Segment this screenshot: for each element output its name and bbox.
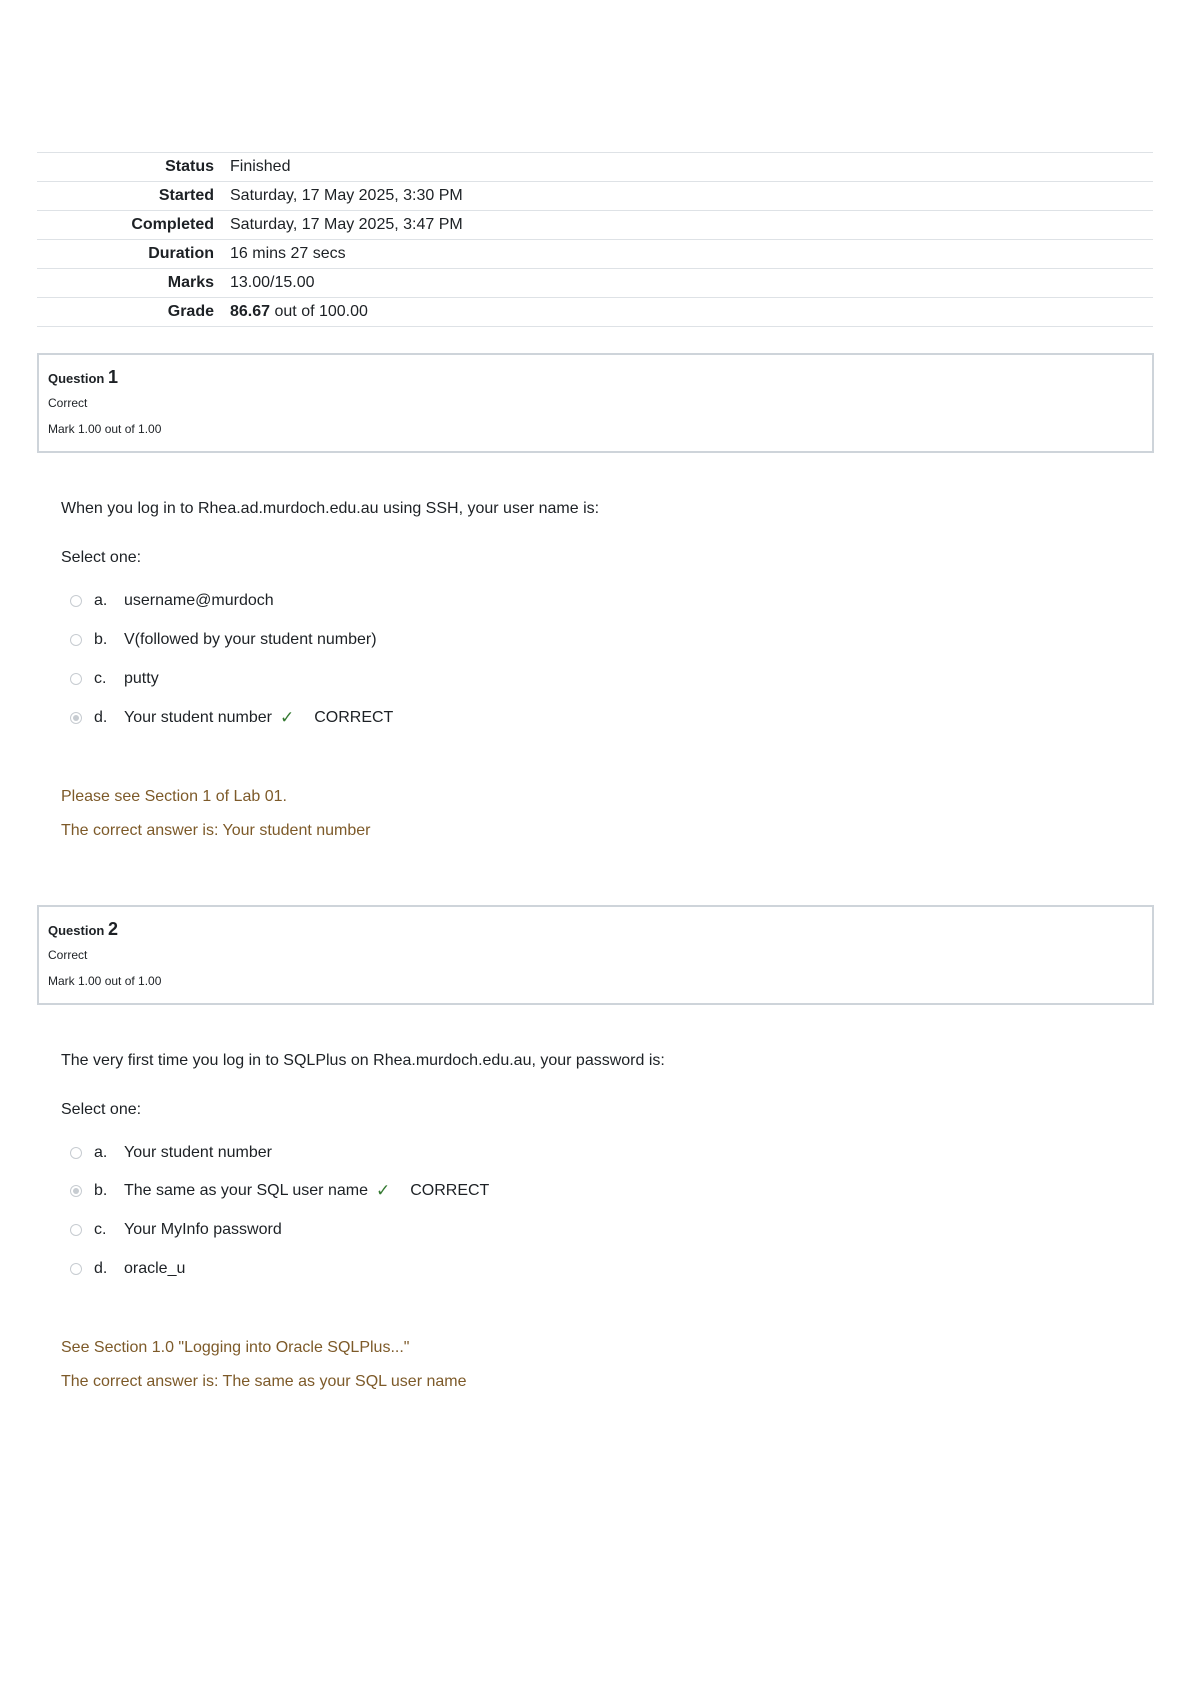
check-icon: ✓	[279, 708, 295, 727]
right-answer: The correct answer is: Your student number	[61, 822, 371, 839]
answer-option-selected[interactable]	[70, 1179, 489, 1203]
radio-button[interactable]	[70, 595, 82, 607]
answer-text: Your student number	[124, 1144, 272, 1161]
question-number	[48, 919, 1143, 940]
answer-option[interactable]	[70, 1218, 282, 1242]
radio-button[interactable]	[70, 673, 82, 685]
answer-option-selected[interactable]	[70, 706, 393, 730]
question-label: Question	[48, 923, 105, 938]
answer-option[interactable]	[70, 628, 377, 652]
summary-row-duration	[37, 240, 1153, 269]
question-info-box	[37, 353, 1154, 453]
answer-letter: b.	[94, 1182, 108, 1199]
answer-text: The same as your SQL user name	[124, 1182, 368, 1199]
answer-text: V(followed by your student number)	[124, 631, 377, 648]
grade-out-of: out of 100.00	[274, 303, 368, 320]
answer-text: Your student number	[124, 709, 272, 726]
question-state: Correct	[48, 396, 88, 410]
summary-label: Duration	[148, 245, 214, 262]
summary-label: Started	[158, 187, 214, 204]
summary-value: Saturday, 17 May 2025, 3:30 PM	[230, 187, 463, 204]
summary-label: Grade	[167, 303, 214, 320]
answer-option[interactable]	[70, 589, 274, 613]
summary-label: Completed	[131, 216, 214, 233]
radio-button-checked[interactable]	[70, 1185, 82, 1197]
question-text: The very first time you log in to SQLPlus on Rhea.murdoch.edu.au, your password is:	[61, 1052, 665, 1069]
grade-score: 86.67	[230, 303, 271, 320]
answer-text: username@murdoch	[124, 592, 274, 609]
answer-letter: a.	[94, 1144, 108, 1161]
question-text: When you log in to Rhea.ad.murdoch.edu.au using SSH, your user name is:	[61, 500, 600, 517]
summary-row-completed	[37, 211, 1153, 240]
answer-letter: c.	[94, 670, 107, 687]
question-label: Question	[48, 371, 105, 386]
summary-value: 16 mins 27 secs	[230, 245, 346, 262]
summary-value: 13.00/15.00	[230, 274, 315, 291]
summary-row-status	[37, 153, 1153, 182]
summary-label: Marks	[167, 274, 214, 291]
select-one-prompt: Select one:	[61, 549, 142, 566]
question-state: Correct	[48, 948, 88, 962]
answer-letter: d.	[94, 1260, 108, 1277]
radio-button[interactable]	[70, 1224, 82, 1236]
summary-label: Status	[165, 158, 214, 175]
answer-letter: b.	[94, 631, 108, 648]
answer-letter: d.	[94, 709, 108, 726]
summary-value: Saturday, 17 May 2025, 3:47 PM	[230, 216, 463, 233]
check-icon: ✓	[375, 1181, 391, 1200]
summary-row-started	[37, 182, 1153, 211]
correct-label: CORRECT	[410, 1182, 490, 1199]
answer-option[interactable]	[70, 1257, 185, 1281]
question-mark: Mark 1.00 out of 1.00	[48, 974, 162, 988]
general-feedback: Please see Section 1 of Lab 01.	[61, 788, 287, 805]
answer-option[interactable]	[70, 667, 159, 691]
question-mark: Mark 1.00 out of 1.00	[48, 422, 162, 436]
answer-option[interactable]	[70, 1141, 272, 1165]
summary-row-grade	[37, 298, 1153, 327]
summary-row-marks	[37, 269, 1153, 298]
radio-button[interactable]	[70, 634, 82, 646]
question-number-value: 1	[107, 367, 118, 387]
radio-button[interactable]	[70, 1263, 82, 1275]
select-one-prompt: Select one:	[61, 1101, 142, 1118]
answer-text: oracle_u	[124, 1260, 186, 1277]
summary-value: Finished	[230, 158, 291, 175]
question-info-box	[37, 905, 1154, 1005]
question-number	[48, 367, 1143, 388]
answer-letter: c.	[94, 1221, 107, 1238]
answer-text: putty	[124, 670, 159, 687]
radio-button-checked[interactable]	[70, 712, 82, 724]
answer-text: Your MyInfo password	[124, 1221, 282, 1238]
general-feedback: See Section 1.0 "Logging into Oracle SQLPlus..."	[61, 1339, 410, 1356]
answer-letter: a.	[94, 592, 108, 609]
question-number-value: 2	[107, 919, 118, 939]
correct-label: CORRECT	[314, 709, 394, 726]
quiz-summary-table	[37, 152, 1153, 327]
summary-value	[230, 298, 1153, 327]
radio-button[interactable]	[70, 1147, 82, 1159]
right-answer: The correct answer is: The same as your SQL user name	[61, 1373, 467, 1390]
